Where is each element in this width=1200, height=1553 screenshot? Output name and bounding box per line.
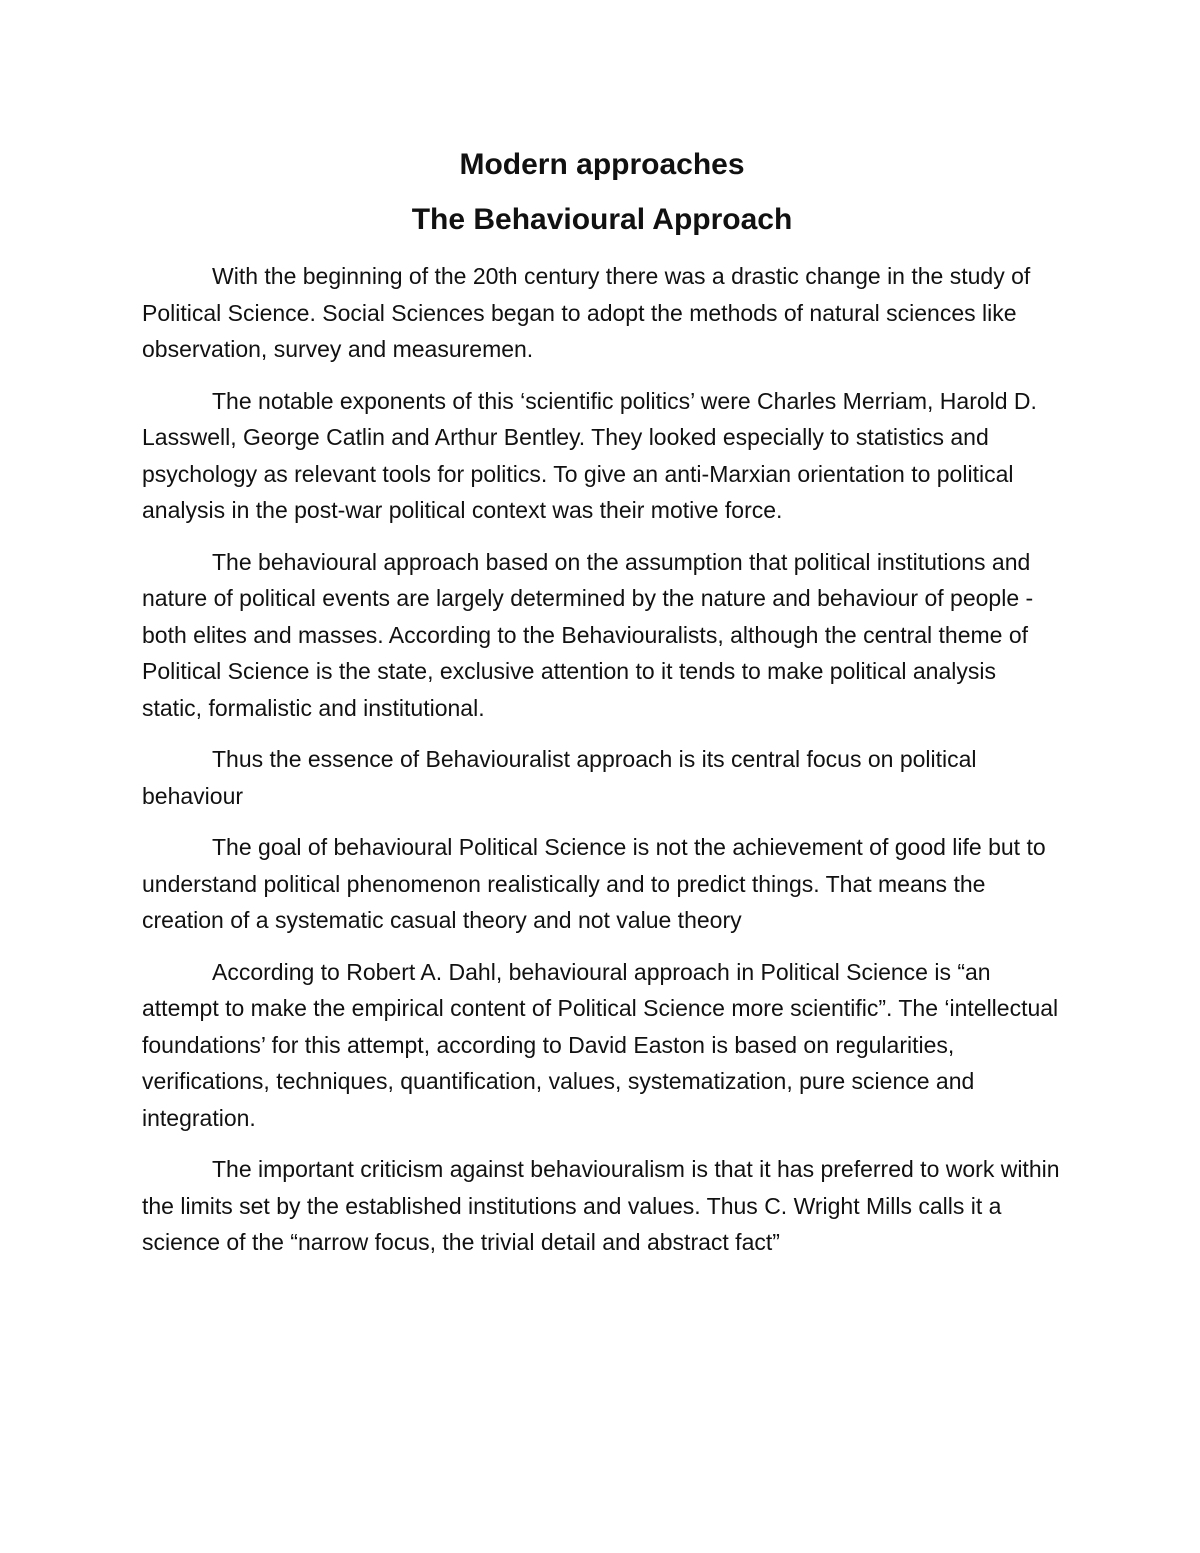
- document-subtitle: The Behavioural Approach: [411, 203, 793, 236]
- document-content: [142, 145, 1062, 1276]
- paragraph-essence: Thus the essence of Behaviouralist approach is its central focus on political behaviour: [142, 746, 977, 809]
- paragraph-assumption: The behavioural approach based on the assumption that political institutions and nature of political events are largely determined by the nature and behaviour of people -both elites and masses. According to the Behaviouralists, although the central theme of Political Science is the state, exclusive attention to it tends to make political analysis static, formalistic and institutional.: [142, 548, 1034, 721]
- paragraph-exponents: The notable exponents of this ‘scientific politics’ were Charles Merriam, Harold D. Lasswell, George Catlin and Arthur Bentley. They looked especially to statistics and psychology as relevant tools for politics. To give an anti-Marxian orientation to political analysis in the post-war political context was their motive force.: [142, 387, 1037, 523]
- paragraph-intro: With the beginning of the 20th century there was a drastic change in the study of Political Science. Social Sciences began to adopt the methods of natural sciences like observation, survey and measuremen.: [142, 263, 1031, 362]
- document-title: Modern approaches: [459, 148, 745, 181]
- paragraph-goal: The goal of behavioural Political Science is not the achievement of good life but to understand political phenomenon realistically and to predict things. That means the creation of a systematic casual theory and not value theory: [142, 834, 1046, 933]
- paragraph-dahl-easton: According to Robert A. Dahl, behavioural approach in Political Science is “an attempt to make the empirical content of Political Science more scientific”. The ‘intellectual foundations’ for this attempt, according to David Easton is based on regularities, verifications, techniques, quantification, values, systematization, pure science and integration.: [142, 958, 1059, 1131]
- paragraph-criticism: The important criticism against behaviouralism is that it has preferred to work within the limits set by the established institutions and values. Thus C. Wright Mills calls it a science of the “narrow focus, the trivial detail and abstract fact”: [142, 1156, 1060, 1255]
